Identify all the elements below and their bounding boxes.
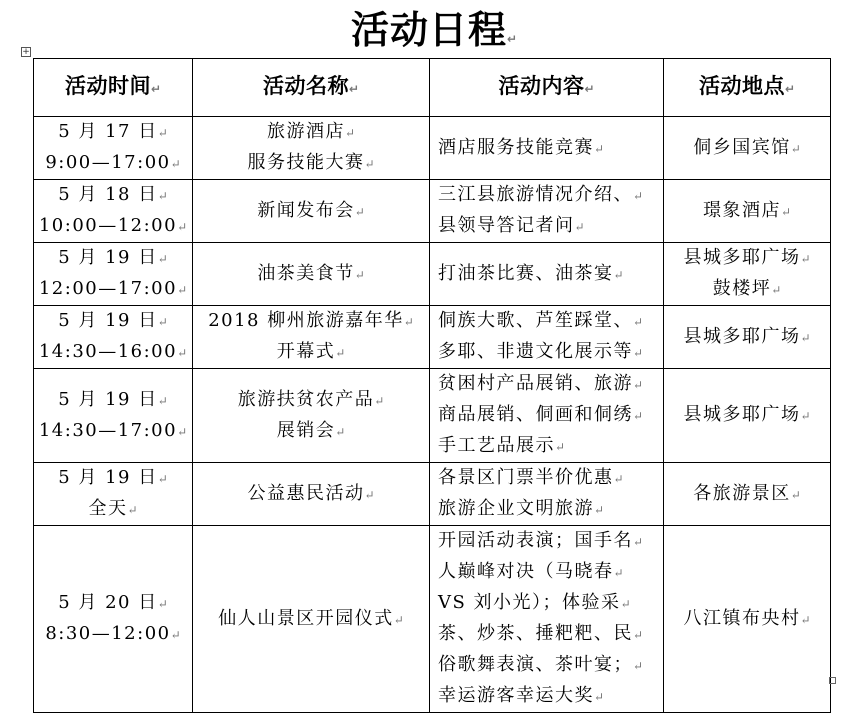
cell-line: 5 月 20 日↵ bbox=[58, 592, 168, 613]
time-cell bbox=[34, 180, 193, 243]
cell-line: 县城多耶广场↵ bbox=[683, 247, 811, 268]
header-time: 活动时间↵ bbox=[34, 59, 193, 117]
cell-line: 旅游扶贫农产品↵ bbox=[237, 388, 385, 410]
cell-line: 10:00—12:00↵ bbox=[38, 215, 188, 236]
place-cell bbox=[664, 117, 831, 180]
time-cell bbox=[34, 369, 193, 463]
cell-line: 新闻发布会↵ bbox=[257, 199, 365, 221]
name-cell bbox=[193, 243, 430, 306]
name-cell bbox=[193, 526, 430, 713]
cell-line: 三江县旅游情况介绍、↵ bbox=[438, 184, 644, 205]
table-row bbox=[34, 243, 831, 306]
content-cell bbox=[430, 463, 664, 526]
cell-line: 5 月 19 日↵ bbox=[58, 310, 168, 331]
header-content: 活动内容↵ bbox=[430, 59, 664, 117]
cell-line: 手工艺品展示↵ bbox=[438, 435, 566, 456]
name-cell bbox=[193, 180, 430, 243]
cell-line: 开幕式↵ bbox=[276, 341, 346, 362]
table-row bbox=[34, 463, 831, 526]
cell-line: 璟象酒店↵ bbox=[702, 199, 792, 221]
place-cell bbox=[664, 243, 831, 306]
document-title: 活动日程↵ bbox=[350, 8, 518, 52]
place-cell bbox=[664, 306, 831, 369]
cell-line: 县领导答记者问↵ bbox=[438, 215, 585, 236]
cell-line: 酒店服务技能竞赛↵ bbox=[438, 136, 605, 158]
name-cell bbox=[193, 117, 430, 180]
header-place: 活动地点↵ bbox=[664, 59, 831, 117]
cell-line: 多耶、非遗文化展示等↵ bbox=[438, 341, 644, 362]
cell-line: 公益惠民活动↵ bbox=[247, 482, 375, 504]
cell-line: 2018 柳州旅游嘉年华↵ bbox=[208, 310, 414, 331]
cell-line: 服务技能大赛↵ bbox=[247, 152, 375, 173]
content-cell bbox=[430, 369, 664, 463]
name-cell bbox=[193, 369, 430, 463]
content-cell bbox=[430, 306, 664, 369]
cell-line: 八江镇布央村↵ bbox=[683, 607, 811, 629]
content-cell bbox=[430, 117, 664, 180]
table-move-handle-icon[interactable]: + bbox=[22, 47, 30, 57]
name-cell bbox=[193, 306, 430, 369]
place-cell bbox=[664, 180, 831, 243]
cell-line: 贫困村产品展销、旅游↵ bbox=[438, 373, 644, 394]
cell-line: 全天↵ bbox=[88, 498, 138, 519]
cell-line: 商品展销、侗画和侗绣↵ bbox=[438, 404, 644, 425]
cell-line: 5 月 19 日↵ bbox=[58, 388, 168, 410]
place-cell bbox=[664, 526, 831, 713]
time-cell bbox=[34, 463, 193, 526]
cell-line: 8:30—12:00↵ bbox=[45, 623, 181, 644]
cell-line: 旅游企业文明旅游↵ bbox=[438, 498, 605, 519]
schedule-table bbox=[33, 58, 831, 713]
cell-line: VS 刘小光）；体验采↵ bbox=[438, 592, 631, 613]
table-row bbox=[34, 526, 831, 713]
cell-line: 5 月 17 日↵ bbox=[58, 121, 168, 142]
cell-line: 幸运游客幸运大奖↵ bbox=[438, 685, 605, 706]
cell-line: 打油茶比赛、油茶宴↵ bbox=[438, 262, 624, 284]
cell-line: 俗歌舞表演、茶叶宴；↵ bbox=[438, 654, 644, 675]
table-row bbox=[34, 117, 831, 180]
cell-line: 茶、炒茶、捶粑粑、民↵ bbox=[438, 623, 644, 644]
cell-line: 旅游酒店↵ bbox=[266, 121, 356, 142]
cell-line: 油茶美食节↵ bbox=[257, 262, 365, 284]
place-cell bbox=[664, 463, 831, 526]
cell-line: 12:00—17:00↵ bbox=[38, 278, 188, 299]
title-text: 活动日程 bbox=[350, 8, 507, 52]
content-cell bbox=[430, 526, 664, 713]
cell-line: 5 月 19 日↵ bbox=[58, 467, 168, 488]
cell-line: 5 月 19 日↵ bbox=[58, 247, 168, 268]
cell-line: 开园活动表演；国手名↵ bbox=[438, 530, 644, 551]
time-cell bbox=[34, 243, 193, 306]
content-cell bbox=[430, 243, 664, 306]
time-cell bbox=[34, 306, 193, 369]
cell-line: 侗族大歌、芦笙踩堂、↵ bbox=[438, 310, 644, 331]
table-row bbox=[34, 306, 831, 369]
name-cell bbox=[193, 463, 430, 526]
cell-line: 14:30—16:00↵ bbox=[38, 341, 188, 362]
cell-line: 各景区门票半价优惠↵ bbox=[438, 467, 624, 488]
header-row bbox=[34, 59, 831, 117]
cell-line: 5 月 18 日↵ bbox=[58, 184, 168, 205]
table-resize-handle[interactable] bbox=[829, 677, 836, 684]
cell-line: 各旅游景区↵ bbox=[693, 482, 801, 504]
cell-line: 14:30—17:00↵ bbox=[38, 419, 188, 441]
cell-line: 县城多耶广场↵ bbox=[683, 325, 811, 347]
cell-line: 人巅峰对决（马晓春↵ bbox=[438, 561, 624, 582]
time-cell bbox=[34, 117, 193, 180]
table-row bbox=[34, 180, 831, 243]
time-cell bbox=[34, 526, 193, 713]
place-cell bbox=[664, 369, 831, 463]
cell-line: 仙人山景区开园仪式↵ bbox=[218, 607, 404, 629]
content-cell bbox=[430, 180, 664, 243]
cell-line: 9:00—17:00↵ bbox=[45, 152, 181, 173]
table-row bbox=[34, 369, 831, 463]
cell-line: 展销会↵ bbox=[276, 419, 346, 441]
cell-line: 县城多耶广场↵ bbox=[683, 404, 811, 425]
header-name: 活动名称↵ bbox=[193, 59, 430, 117]
cell-line: 侗乡国宾馆↵ bbox=[693, 136, 801, 158]
cell-line: 鼓楼坪↵ bbox=[712, 278, 782, 299]
